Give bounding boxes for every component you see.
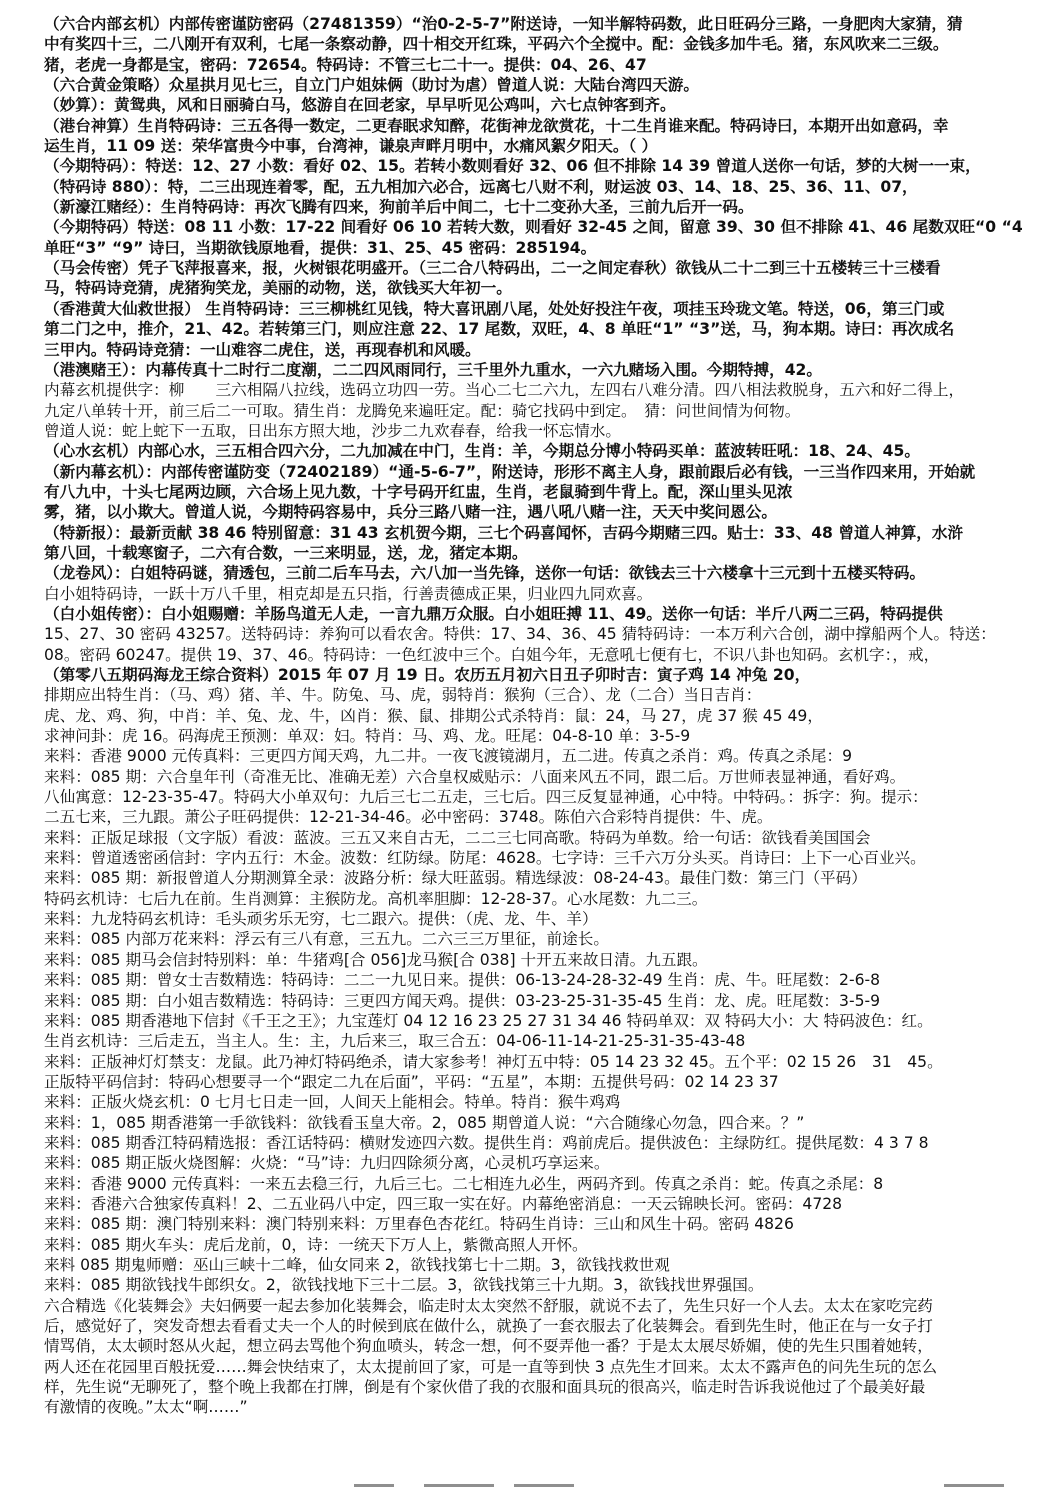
text-line: 来料：085 期香港地下信封《千王之王》；九宝莲灯 04 12 16 23 25 27 31 34 46 特码单双：双 特码大小：大 特码波色：红。 — [44, 1011, 933, 1030]
text-line: （特码诗 880）：特，二三出现连着零，配，五九相加六必合，远离七八财不利，财运波 03、14、18、25、36、11、07， — [44, 177, 918, 196]
text-line: 生肖玄机诗：三后走五，当主人。生：主，九后来三，取三合五：04-06-11-14-21-25-31-35-43-48 — [44, 1032, 746, 1051]
text-line: （马会传密）凭子飞萍报喜来，报，火树银花明盛开。（三二合八特码出，二一之间定春秋）欲钱从二十二到三十五楼转三十三楼看 — [44, 259, 941, 278]
text-line: 雾，猪，以小欺大。曾道人说，今期特码容易中，兵分三路八赌一注，遇八吼八赌一注，天天中奖问恩公。 — [44, 503, 777, 522]
text-line: 特码玄机诗：七后九在前。生肖测算：主猴防龙。高机率胆脚：12-28-37。心水尾数：九二三。 — [44, 889, 708, 908]
text-line: 来料：085 期：澳门特别来料：澳门特别来料：万里春色杏花红。特码生肖诗：三山和风生十码。密码 4826 — [44, 1215, 794, 1234]
text-line: 八仙寓意：12-23-35-47。特码大小单双句：九后三七二五走，三七后。四三反复显神通，心中特。中特码。：拆字：狗。提示： — [44, 788, 928, 807]
text-line: 六合精选《化装舞会》夫妇俩要一起去参加化装舞会，临走时太太突然不舒服，就说不去了，先生只好一个人去。太太在家吃完药 — [44, 1296, 933, 1315]
text-line: 两人还在花园里百般抚爱……舞会快结束了，太太提前回了家，可是一直等到快 3 点先生才回来。太太不露声色的问先生玩的怎么 — [44, 1357, 938, 1376]
text-line: （妙算）：黄鸳典，风和日丽骑白马，悠游自在回老家，早早听见公鸡叫，六七点钟客到齐。 — [44, 96, 676, 115]
text-line: 来料：1，085 期香港第一手欲钱料：欲钱看玉皇大帝。2，085 期曾道人说：“六合随缘心勿急，四合来。？” — [44, 1113, 805, 1132]
text-line: 内幕玄机提供字：柳 三六相隔八拉线，选码立功四一劳。当心二七二六九，左四右八难分清。四八相法救脱身，五六和好二得上， — [44, 381, 965, 400]
text-line: （特新报）：最新贡献 38 46 特别留意：31 43 玄机贺今期，三七个码喜闻怀，吉码今期赌三四。贴士：33、48 曾道人神算，水浒 — [44, 523, 964, 542]
text-line: 运生肖，11 09 送：荣华富贵今中事，台湾神，谦泉声畔月明中，水痛风絮夕阳天。（ ） — [44, 137, 658, 156]
text-fragment — [424, 1484, 494, 1487]
text-line: （香港黄大仙救世报） 生肖特码诗：三三柳桃红见钱，特大喜讯剧八尾，处处好投注午夜，项挂玉玲珑文笔。特送，06，第三门或 — [44, 299, 945, 318]
text-line: 猪，老虎一身都是宝，密码：72654。特码诗：不管三七二十一。提供：04、26、47 — [44, 55, 647, 74]
cut-off-next-line — [44, 1484, 1024, 1494]
text-line: （六合内部玄机）内部传密谨防密码（27481359）“治0-2-5-7”附送诗，一知半解特码数，此日旺码分三路，一身肥肉大家猜，猜 — [44, 15, 963, 33]
text-line: 来料：九龙特码玄机诗：毛头顽劣乐无穷，七二跟六。提供：（虎、龙、牛、羊） — [44, 910, 598, 929]
text-line: 单旺“3” “9” 诗曰，当期欲钱原地看，提供：31、25、45 密码：285194。 — [44, 238, 597, 257]
text-line: 来料：085 期正版火烧图解：火烧：“马”诗：九归四除须分离，心灵机巧享运来。 — [44, 1154, 610, 1173]
text-line: 来料：曾道透密函信封：字内五行：木金。波数：红防绿。防尾：4628。七字诗：三千六万分头买。肖诗曰：上下一心百业兴。 — [44, 849, 926, 868]
text-line: （第零八五期码海龙王综合资料）2015 年 07 月 19 日。农历五月初六日丑子卯时吉：寅子鸡 14 冲兔 20， — [44, 666, 811, 684]
text-line: 白小姐特码诗，一跃十万八千里，相克却是五只指，行善责德成正果，归业四九同欢喜。 — [44, 584, 653, 603]
text-fragment — [944, 1484, 1004, 1487]
text-line: （港台神算）生肖特码诗：三五各得一数定，二更春眠求知醉，花街神龙欲赏花，十二生肖谁来配。特码诗曰，本期开出如意码，幸 — [44, 116, 949, 135]
text-line: 样，先生说“无聊死了，整个晚上我都在打牌，倒是有个家伙借了我的衣服和面具玩的很高兴，临走时告诉我说他过了个最美好最 — [44, 1378, 926, 1397]
text-line: 来料：085 期马会信封特别料：单：牛猪鸡[合 056]龙马猴[合 038] 十开五来故日清。九五跟。 — [44, 950, 708, 969]
text-line: 后，感觉好了，突发奇想去看看丈夫一个人的时候到底在做什么，就换了一套衣服去了化装舞会。看到先生时，他正在与一女子打 — [44, 1317, 933, 1335]
text-line: 来料：085 期：曾女士吉数精选：特码诗：二二一九见日来。提供：06-13-24-28-32-49 生肖：虎、牛。旺尾数：2-6-8 — [44, 971, 881, 990]
text-line: （白小姐传密）：白小姐赐赠：羊肠鸟道无人走，一言九鼎万众服。白小姐旺搏 11、49。送你一句话：半斤八两二三码，特码提供 — [44, 604, 943, 623]
text-line: 来料：正版足球报（文字版）看波：蓝波。三五又来自古无，二二三七同高歌。特码为单数。给一句话：欲钱看美国国会 — [44, 828, 871, 847]
text-line: （今期特码）特送：08 11 小数：17-22 间看好 06 10 若转大数，则看好 32-45 之间，留意 39、30 但不排除 41、46 尾数双旺“0 “4 — [44, 218, 1023, 237]
text-line: （新内幕玄机）：内部传密谨防变（72402189）“通-5-6-7”，附送诗，形形不离主人身，跟前跟后必有钱，一三当作四来用，开始就 — [44, 462, 976, 481]
text-line: 来料：085 期火车头：虎后龙前，0，诗：一统天下万人上，紫微高照人开怀。 — [44, 1235, 588, 1254]
text-line: 曾道人说：蛇上蛇下一五取，日出东方照大地，沙步二九欢春春，给我一怀忘情水。 — [44, 421, 621, 440]
text-line: 中有奖四十三，二八刚开有双利，七尾一条察动静，四十相交开红珠，平码六个全搅中。配：金钱多加牛毛。猪，东风吹来二三级。 — [44, 35, 949, 54]
text-line: 来料：香港六合独家传真料！2、二五业码八中定，四三取一实在好。内幕绝密消息：一天云锦映长河。密码：4728 — [44, 1194, 843, 1213]
text-line: （龙卷风）：白姐特码谜，猜透包，三前二后车马去，六八加一当先锋，送你一句话：欲钱去三十六楼拿十三元到十五楼买特码。 — [44, 564, 926, 583]
text-line: 有八九中，十头七尾两边顾，六合场上见九数，十字号码开红盅，生肖，老鼠骑到牛背上。配，深山里头见浓 — [44, 482, 793, 501]
text-line: 来料：香港 9000 元传真料：三更四方闻天鸡，九二井。一夜飞渡镜湖月，五二进。传真之杀肖：鸡。传真之杀尾：9 — [44, 747, 853, 766]
text-line: 来料：085 期：新报曾道人分期测算全录：波路分析：绿大旺蓝弱。精选绿波：08-24-43。最佳门数：第三门（平码） — [44, 869, 867, 888]
text-line: 求神问卦：虎 16。码海虎王预测：单双：妇。特肖：马、鸡、龙。旺尾：04-8-10 单：3-5-9 — [44, 727, 691, 746]
text-line: 正版特平码信封：特码心想要寻一个“跟定二九在后面”，平码：“五星”，本期：五提供号码：02 14 23 37 — [44, 1072, 779, 1091]
text-line: 情骂俏，太太顿时怒从火起，想立码去骂他个狗血喷头，转念一想，何不耍弄他一番？于是太太展尽娇媚，使的先生只围着她转， — [44, 1337, 933, 1356]
text-line: 来料：香港 9000 元传真料：一来五去稳三行，九后三七。二七相连九必生，两码齐到。传真之杀肖：蛇。传真之杀尾：8 — [44, 1174, 884, 1193]
text-line: 来料：正版火烧玄机：0 七月七日走一回，人间天上能相会。特单。特肖：猴牛鸡鸡 — [44, 1093, 621, 1112]
text-line: （港澳赌王）：内幕传真十二时行二度潮，二二四风雨同行，三千里外九重水，一六九赌场入围。今期特搏，42。 — [44, 360, 822, 379]
document-page — [44, 14, 1024, 1480]
text-line: （新濠江赌经）：生肖特码诗：再次飞腾有四来，狗前羊后中间二，七十二变孙大圣，三前九后开一码。 — [44, 198, 754, 217]
text-line: （今期特码）：特送：12、27 小数：看好 02、15。若转小数则看好 32、06 但不排除 14 39 曾道人送你一句话，梦的大树一一束， — [44, 157, 981, 176]
text-line: （心水玄机）内部心水，三五相合四六分，二九加减在中门，生肖：羊，今期总分博小特码买单：蓝波转旺吼：18、24、45。 — [44, 442, 920, 461]
text-line — [44, 1438, 1024, 1458]
text-line: 第八回，十载寒窗子，二六有合数，一三来明显，送，龙，猪定本期。 — [44, 543, 528, 562]
text-fragment — [514, 1484, 574, 1487]
text-line: 来料：正版神灯灯禁支：龙鼠。此乃神灯特码绝杀，请大家参考！神灯五中特：05 14 23 32 45。五个平：02 15 26 31 45。 — [44, 1052, 943, 1071]
text-fragment — [354, 1484, 394, 1487]
text-line: 15、27、30 密码 43257。送特码诗：养狗可以看农舍。特供：17、34、36、45 猜特码诗：一本万利六合创，湖中撑船两个人。特送： — [44, 625, 996, 644]
text-line: 九定八单转十开，前三后二一可取。猜生肖：龙腾免来遍旺定。配：骑它找码中到定。 猜：问世间情为何物。 — [44, 401, 801, 420]
text-line: 来料：085 期欲钱找牛郎织女。2，欲钱找地下三十二层。3，欲钱找第三十九期。3，欲钱找世界强国。 — [44, 1276, 764, 1295]
text-line: 来料：085 期香江特码精选报：香江话特码：横财发迹四六数。提供生肖：鸡前虎后。提供波色：主绿防红。提供尾数：4 3 7 8 — [44, 1133, 929, 1152]
text-line: 来料：085 内部万花来料：浮云有三八有意，三五九。二六三三万里征，前途长。 — [44, 930, 609, 949]
text-line: 来料 085 期鬼师赠：巫山三峡十二峰，仙女同来 2，欲钱找第七十二期。3，欲钱找救世观 — [44, 1255, 670, 1274]
text-line: 排期应出特生肖：（马、鸡）猪、羊、牛。防兔、马、虎，弱特肖：猴狗（三合）、龙（二合）当日吉肖： — [44, 686, 762, 705]
text-line: 来料：085 期：六合皇年刊（奇准无比、准确无差）六合皇权威贴示：八面来风五不同，跟二后。万世师表显神通，看好鸡。 — [44, 767, 906, 786]
text-line: 第二门之中，推介，21、42。若转第三门，则应注意 22、17 尾数，双旺，4、8 单旺“1” “3”送，马，狗本期。诗曰：再次成名 — [44, 320, 955, 339]
text-line: 虎、龙、鸡、狗，中肖：羊、兔、龙、牛，凶肖：猴、鼠、排期公式杀特肖：鼠：24，马 27，虎 37 猴 45 49， — [44, 706, 823, 725]
text-line: 08。密码 60247。提供 19、37、46。特码诗：一色红波中三个。白姐今年，无意吼七便有七，不识八卦也知码。玄机字：，戒， — [44, 645, 940, 664]
text-line: （六合黄金策略）众星拱月见七三，自立门户姐妹俩（助讨为虐）曾道人说：大陆台湾四天游。 — [44, 76, 699, 95]
text-line: 来料：085 期：白小姐吉数精选：特码诗：三更四方闻天鸡。提供：03-23-25-31-35-45 生肖：龙、虎。旺尾数：3-5-9 — [44, 991, 881, 1010]
text-line: 三甲内。特码诗竞猜：一山难容二虎住，送，再现春机和风暖。 — [44, 340, 481, 359]
text-line: 有激情的夜晚。”太太“啊……” — [44, 1398, 248, 1417]
text-line — [44, 1418, 1024, 1438]
text-line: 二五七来，三九跟。萧公子旺码提供：12-21-34-46。必中密码：3748。陈伯六合彩特肖提供：牛、虎。 — [44, 808, 773, 827]
text-line: 马，特码诗竞猜，虎猪狗笑龙，美丽的动物，送，欲钱买大年初一。 — [44, 279, 512, 298]
